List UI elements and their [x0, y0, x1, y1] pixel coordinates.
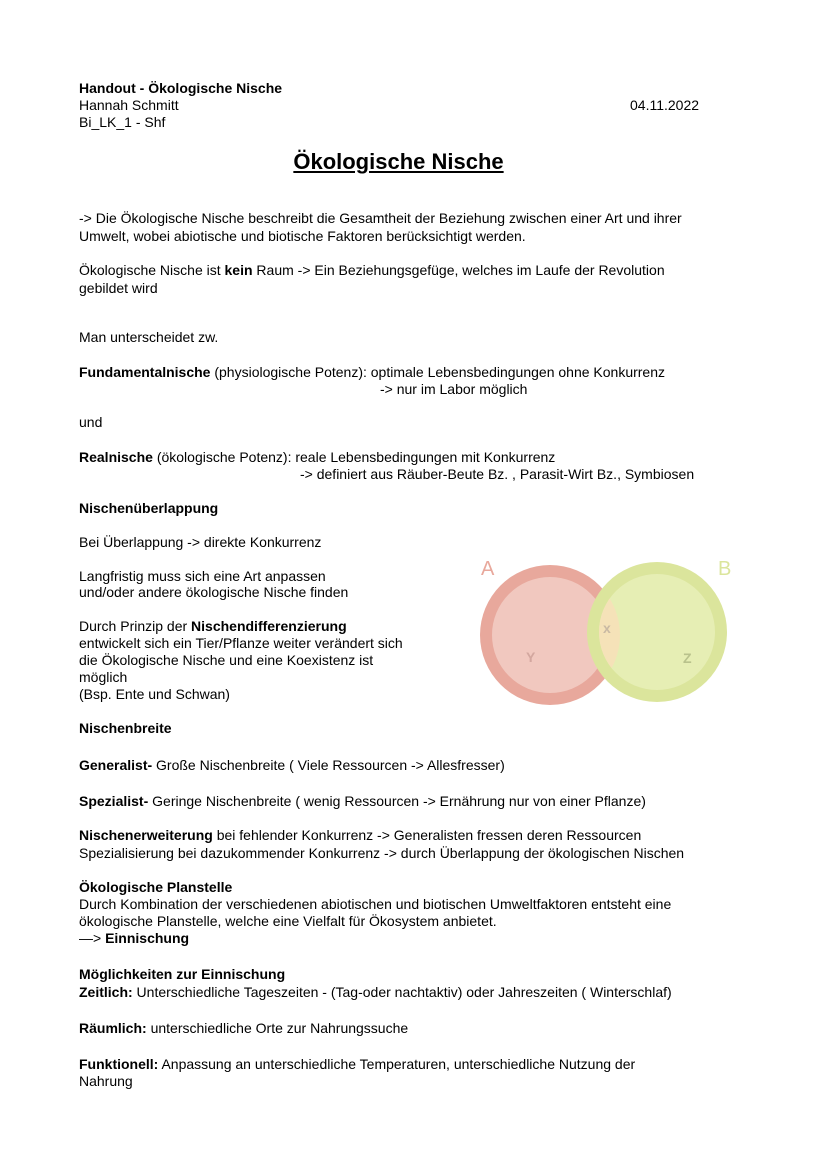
venn-label-a: A [481, 558, 495, 580]
planstelle-result: —> Einnischung [79, 930, 190, 946]
raum-line-2: gebildet wird [79, 280, 158, 296]
functional-line: Funktionell: Anpassung an unterschiedliche Temperaturen, unterschiedliche Nutzung der [79, 1056, 636, 1072]
intro-line-2: Umwelt, wobei abiotische und biotische Faktoren berücksichtigt werden. [79, 228, 526, 244]
real-note: -> definiert aus Räuber-Beute Bz. , Parasit-Wirt Bz., Symbiosen [300, 466, 695, 482]
und-text: und [79, 414, 103, 430]
expansion-line: Nischenerweiterung bei fehlender Konkurrenz -> Generalisten fressen deren Ressourcen [79, 827, 642, 843]
document-date: 04.11.2022 [630, 97, 700, 113]
course-label: Bi_LK_1 - Shf [79, 114, 166, 130]
overlap-line-1: Bei Überlappung -> direkte Konkurrenz [79, 534, 322, 550]
generalist-line: Generalist- Große Nischenbreite ( Viele Ressourcen -> Allesfresser) [79, 757, 505, 773]
overlap-line-8: (Bsp. Ente und Schwan) [79, 686, 230, 702]
overlap-line-5: entwickelt sich ein Tier/Pflanze weiter verändert sich [79, 635, 403, 651]
distinguish-text: Man unterscheidet zw. [79, 329, 219, 345]
real-niche: Realnische (ökologische Potenz): reale Lebensbedingungen mit Konkurrenz [79, 449, 556, 465]
possibilities-heading: Möglichkeiten zur Einnischung [79, 966, 286, 982]
page-title: Ökologische Nische [293, 149, 504, 174]
niche-overlap-diagram [470, 548, 750, 708]
expansion-line-2: Spezialisierung bei dazukommender Konkurrenz -> durch Überlappung der ökologischen Nischen [79, 845, 685, 861]
specialist-line: Spezialist- Geringe Nischenbreite ( wenig Ressourcen -> Ernährung nur von einer Pflanze) [79, 793, 646, 809]
breadth-heading: Nischenbreite [79, 720, 172, 736]
planstelle-heading: Ökologische Planstelle [79, 879, 233, 895]
overlap-heading: Nischenüberlappung [79, 500, 219, 516]
overlap-line-4: Durch Prinzip der Nischendifferenzierung [79, 618, 347, 634]
raum-line-1: Ökologische Nische ist kein Raum -> Ein Beziehungsgefüge, welches im Laufe der Revolution [79, 262, 665, 278]
functional-line-2: Nahrung [79, 1073, 133, 1089]
author-name: Hannah Schmitt [79, 97, 179, 113]
venn-label-y: Y [526, 649, 536, 665]
planstelle-line-1: Durch Kombination der verschiedenen abiotischen und biotischen Umweltfaktoren entsteht eine [79, 896, 672, 912]
planstelle-line-2: ökologische Planstelle, welche eine Vielfalt für Ökosystem anbietet. [79, 913, 497, 929]
venn-label-b: B [718, 558, 732, 580]
venn-label-z: Z [683, 650, 692, 666]
venn-label-x: x [603, 620, 611, 636]
fundamental-note: -> nur im Labor möglich [380, 381, 528, 397]
temporal-line: Zeitlich: Unterschiedliche Tageszeiten - (Tag-oder nachtaktiv) oder Jahreszeiten ( Winterschlaf) [79, 984, 672, 1000]
overlap-line-6: die Ökologische Nische und eine Koexistenz ist [79, 652, 374, 668]
overlap-line-7: möglich [79, 669, 128, 685]
spatial-line: Räumlich: unterschiedliche Orte zur Nahrungssuche [79, 1020, 409, 1036]
fundamental-niche: Fundamentalnische (physiologische Potenz): optimale Lebensbedingungen ohne Konkurrenz [79, 364, 665, 380]
handout-title: Handout - Ökologische Nische [79, 80, 283, 96]
overlap-line-2: Langfristig muss sich eine Art anpassen [79, 568, 326, 584]
intro-line-1: -> Die Ökologische Nische beschreibt die Gesamtheit der Beziehung zwischen einer Art und ihrer [79, 210, 682, 226]
overlap-line-3: und/oder andere ökologische Nische finden [79, 584, 349, 600]
